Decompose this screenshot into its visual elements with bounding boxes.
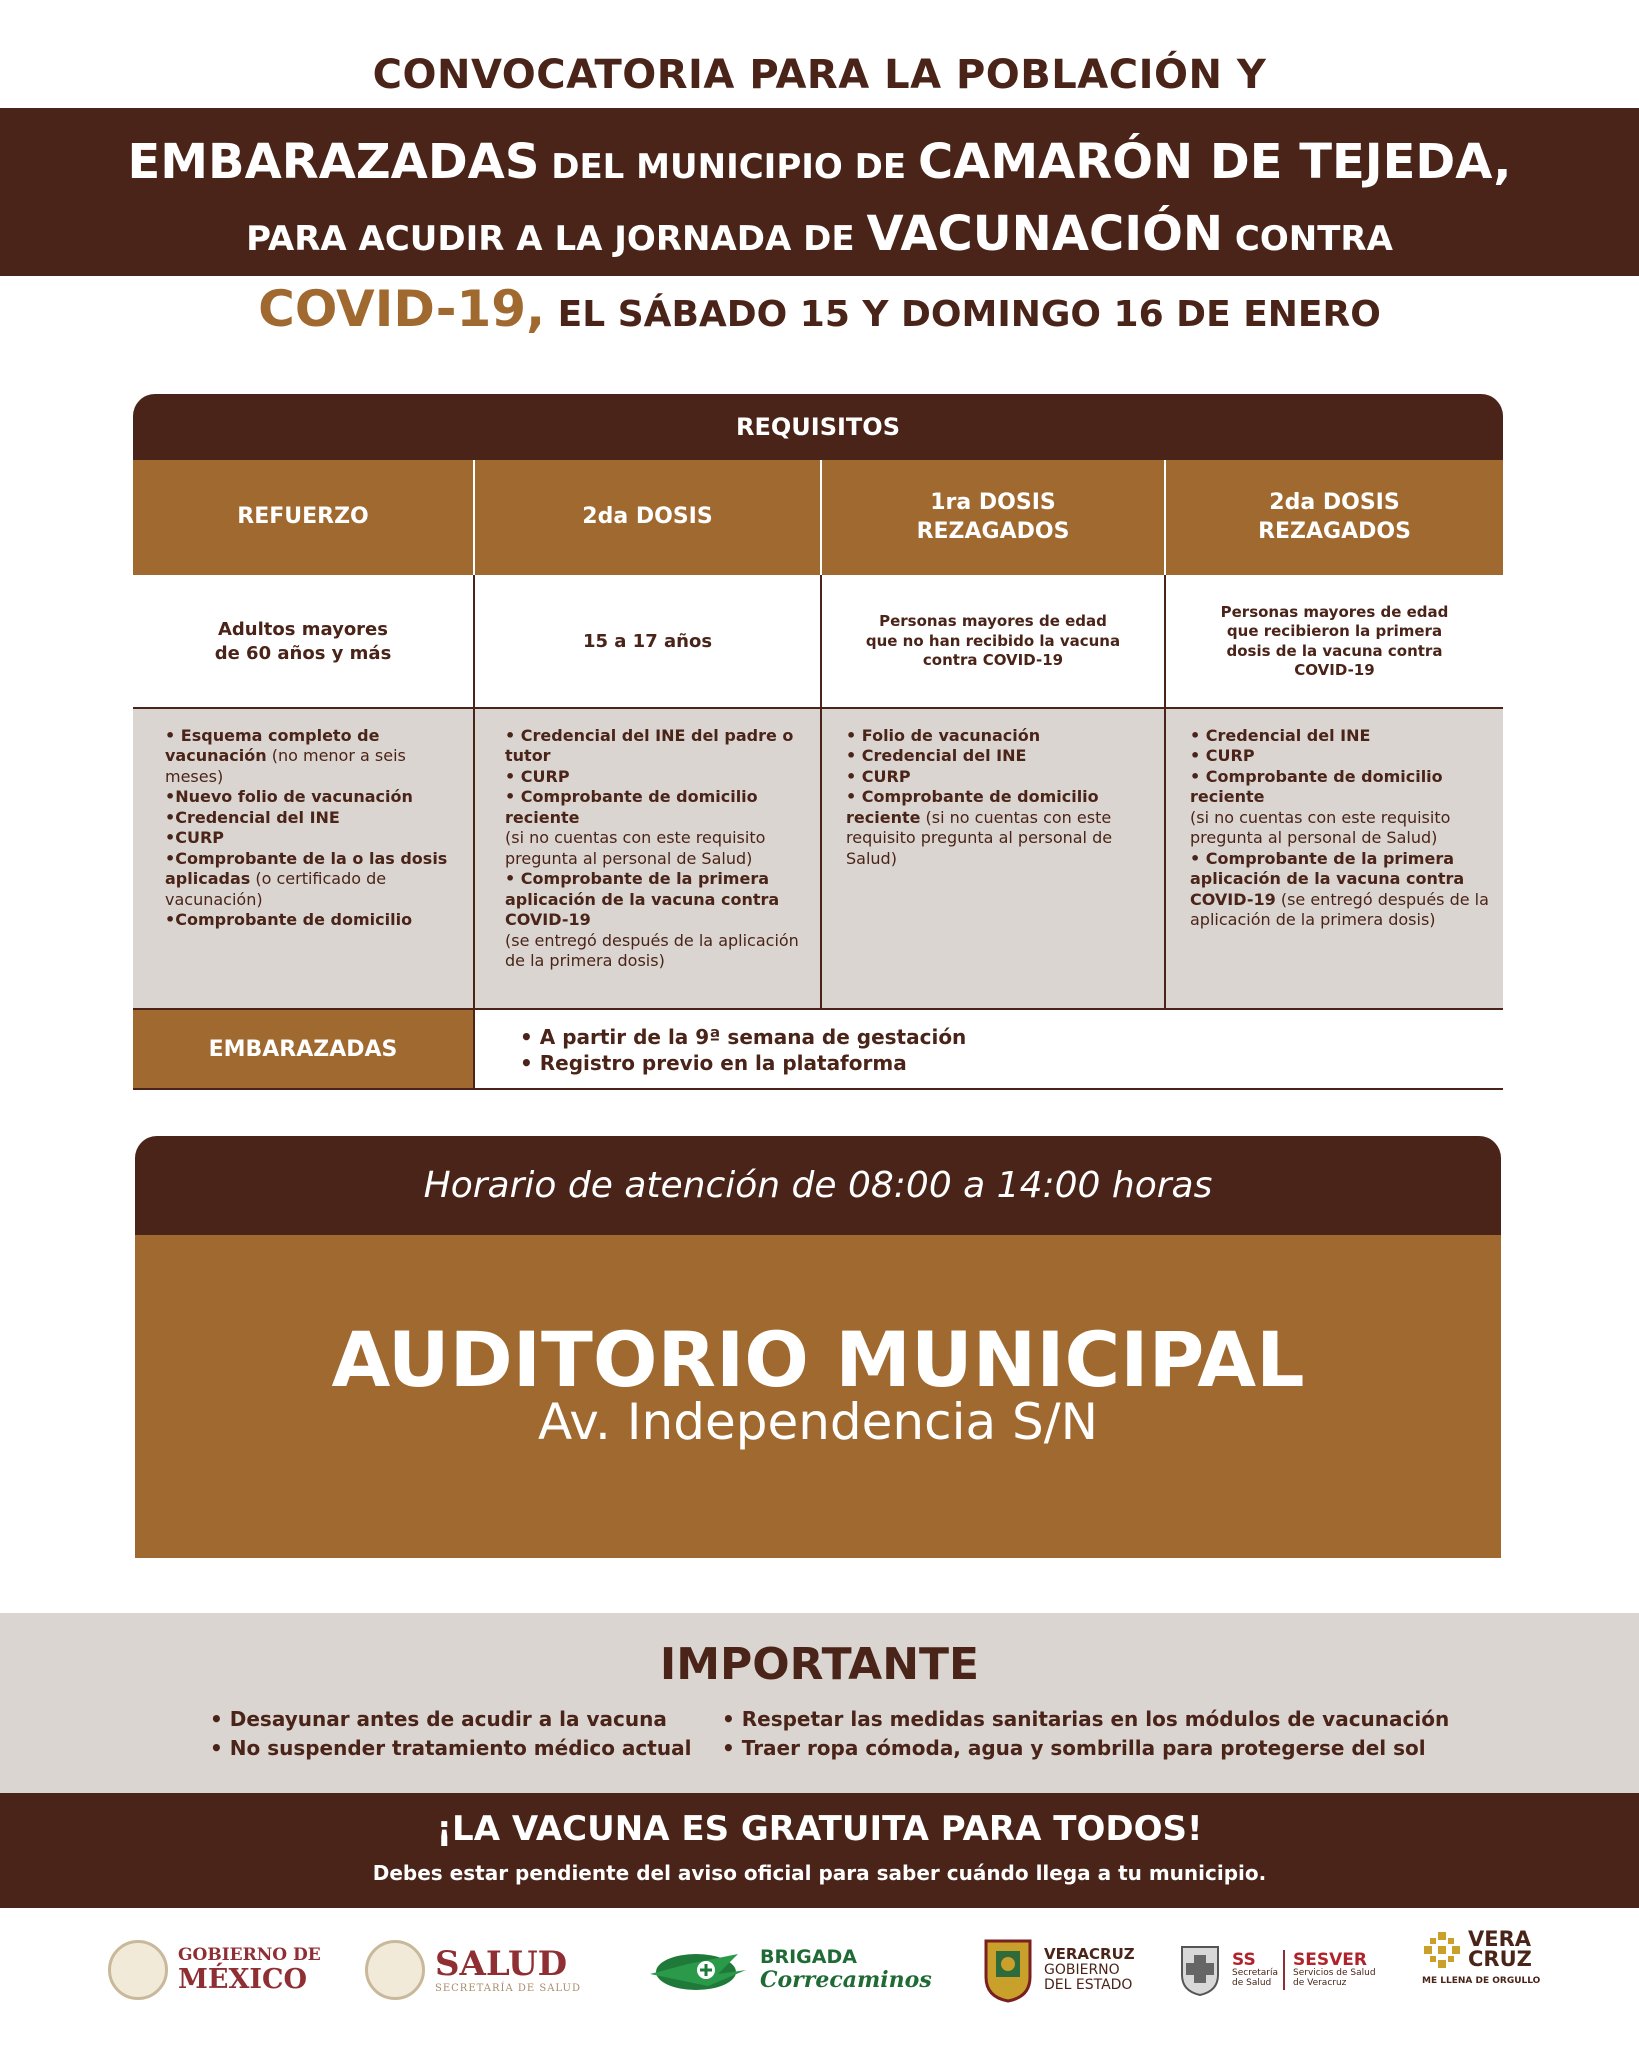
header-line-3 <box>0 206 1639 262</box>
logo-text: MÉXICO <box>178 1963 308 1995</box>
logo-text: ME LLENA DE ORGULLO <box>1422 1976 1541 1986</box>
req-item: • Credencial del INE del padre o tutor <box>505 726 794 766</box>
roadrunner-icon <box>648 1940 750 2000</box>
logo-text: Secretaría <box>1232 1968 1278 1979</box>
importante-right-list <box>722 1705 1449 1763</box>
dates-text: EL SÁBADO 15 Y DOMINGO 16 DE ENERO <box>545 294 1381 335</box>
logo-text: SESVER <box>1293 1949 1367 1970</box>
logo-text: GOBIERNO <box>1044 1961 1120 1978</box>
req-item: (si no cuentas con este requisito pregunta al personal de Salud) <box>505 828 766 868</box>
grid-line <box>133 1088 1503 1090</box>
logo-brigada-correcaminos <box>648 1935 932 2005</box>
contra-text: CONTRA <box>1223 219 1393 259</box>
who-refuerzo: Adultos mayores de 60 años y más <box>133 575 473 708</box>
embarazadas-list <box>520 1024 966 1076</box>
logo-text: DEL ESTADO <box>1044 1977 1133 1994</box>
logo-text: VERACRUZ <box>1044 1945 1135 1964</box>
req-item: • Folio de vacunación <box>846 726 1041 745</box>
logo-veracruz-gobierno <box>982 1935 1135 2005</box>
logo-text: BRIGADA <box>760 1946 857 1969</box>
veracruz-shield-icon <box>982 1937 1034 2003</box>
req-list-refuerzo <box>133 708 473 1008</box>
req-item: • Esquema completo de vacunación (no menor a seis meses) <box>165 726 406 786</box>
logo-text: SS <box>1232 1949 1256 1970</box>
req-item: • CURP <box>1190 746 1255 766</box>
logo-gobierno-mexico <box>108 1935 321 2005</box>
venue-panel <box>135 1235 1501 1558</box>
req-item: • Comprobante de la primera aplicación de la vacuna contra COVID-19 (se entregó después de la aplicación de la primera dosis) <box>1190 848 1489 930</box>
importante-panel <box>0 1613 1639 1793</box>
req-item: • Comprobante de domicilio reciente <box>505 787 758 827</box>
who-1ra-rezagados: Personas mayores de edad que no han recibido la vacuna contra COVID-19 <box>822 575 1164 708</box>
req-item: • CURP <box>505 766 570 786</box>
logo-text: SECRETARÍA DE SALUD <box>435 1983 581 1995</box>
header-line-2 <box>0 134 1639 190</box>
req-item: •Credencial del INE <box>165 807 340 827</box>
logo-text: SALUD <box>435 1943 568 1984</box>
importante-title: IMPORTANTE <box>659 1639 980 1690</box>
mexico-seal-icon <box>365 1940 425 2000</box>
municipio-text: DEL MUNICIPIO DE <box>539 147 918 187</box>
req-item: • Comprobante de domicilio reciente <box>1190 766 1443 807</box>
col-header-1ra-rezagados: 1ra DOSIS REZAGADOS <box>822 460 1164 575</box>
req-item: • Comprobante de domicilio reciente (si no cuentas con este requisito pregunta al personal de Salud) <box>846 787 1113 868</box>
req-list-1ra-rezagados <box>822 708 1164 1008</box>
free-vaccine-title: ¡LA VACUNA ES GRATUITA PARA TODOS! <box>436 1809 1203 1849</box>
req-item: (se entregó después de la aplicación de la primera dosis) <box>505 930 799 971</box>
header-line-1: CONVOCATORIA PARA LA POBLACIÓN Y <box>372 52 1267 98</box>
free-vaccine-subtitle: Debes estar pendiente del aviso oficial para saber cuándo llega a tu municipio. <box>372 1861 1267 1885</box>
req-list-2da-rezagados <box>1166 708 1503 1008</box>
list-item: • Registro previo en la plataforma <box>520 1051 907 1075</box>
importante-left-list <box>210 1705 691 1763</box>
requisitos-title: REQUISITOS <box>133 394 1503 460</box>
logo-text: de Veracruz <box>1293 1978 1347 1989</box>
logo-text: Correcaminos <box>760 1967 932 1994</box>
req-item: • Comprobante de la primera aplicación de la vacuna contra COVID-19 <box>505 869 780 930</box>
req-list-2da-dosis <box>475 708 820 1008</box>
grid-line <box>473 575 475 1088</box>
venue-name: AUDITORIO MUNICIPAL <box>331 1315 1305 1404</box>
list-item: • Traer ropa cómoda, agua y sombrilla para protegerse del sol <box>722 1736 1426 1760</box>
vacunacion-word: VACUNACIÓN <box>866 206 1224 262</box>
embarazadas-word: EMBARAZADAS <box>127 134 540 190</box>
header-band <box>0 108 1639 276</box>
logo-text: Servicios de Salud <box>1293 1968 1376 1979</box>
venue-address: Av. Independencia S/N <box>538 1393 1098 1451</box>
mexico-seal-icon <box>108 1940 168 2000</box>
header-line-4 <box>0 280 1639 338</box>
req-item: •CURP <box>165 828 225 848</box>
req-item: • CURP <box>846 766 911 786</box>
req-item: (si no cuentas con este requisito pregunta al personal de Salud) <box>1190 807 1451 848</box>
logo-veracruz-orgullo <box>1422 1927 1541 2020</box>
logo-text: GOBIERNO DE <box>178 1944 321 1965</box>
ss-shield-icon <box>1178 1943 1222 1997</box>
req-item: •Comprobante de domicilio <box>165 910 413 930</box>
logo-salud <box>365 1935 581 2005</box>
col-header-2da-rezagados: 2da DOSIS REZAGADOS <box>1166 460 1503 575</box>
logo-text: VERA <box>1468 1927 1532 1952</box>
municipio-name: CAMARÓN DE TEJEDA, <box>917 134 1512 190</box>
logo-text: de Salud <box>1232 1978 1272 1989</box>
covid-word: COVID-19, <box>258 280 546 338</box>
grid-line <box>1164 575 1166 1010</box>
veracruz-pattern-icon <box>1422 1930 1462 1970</box>
list-item: • Respetar las medidas sanitarias en los módulos de vacunación <box>722 1707 1450 1731</box>
list-item: • A partir de la 9ª semana de gestación <box>520 1025 967 1049</box>
embarazadas-label: EMBARAZADAS <box>133 1010 473 1088</box>
grid-line <box>820 575 822 1010</box>
req-item: • Credencial del INE <box>846 746 1027 766</box>
list-item: • Desayunar antes de acudir a la vacuna <box>210 1707 667 1731</box>
horario-banner: Horario de atención de 08:00 a 14:00 horas <box>135 1136 1501 1235</box>
list-item: • No suspender tratamiento médico actual <box>210 1736 692 1760</box>
logo-text: CRUZ <box>1468 1947 1532 1971</box>
jornada-text: PARA ACUDIR A LA JORNADA DE <box>246 219 867 259</box>
who-2da-rezagados: Personas mayores de edad que recibieron la primera dosis de la vacuna contra COVID-19 <box>1166 575 1503 708</box>
logo-divider <box>1283 1950 1285 1990</box>
col-header-2da-dosis: 2da DOSIS <box>475 460 820 575</box>
req-item: •Comprobante de la o las dosis aplicadas (o certificado de vacunación) <box>165 848 448 909</box>
logo-ss <box>1178 1935 1278 2005</box>
col-header-refuerzo: REFUERZO <box>133 460 473 575</box>
grid-line <box>133 707 1503 709</box>
req-item: • Credencial del INE <box>1190 726 1371 745</box>
req-item: •Nuevo folio de vacunación <box>165 787 413 807</box>
who-2da-dosis: 15 a 17 años <box>475 575 820 708</box>
logo-sesver <box>1293 1935 1376 2005</box>
free-vaccine-banner <box>0 1793 1639 1908</box>
